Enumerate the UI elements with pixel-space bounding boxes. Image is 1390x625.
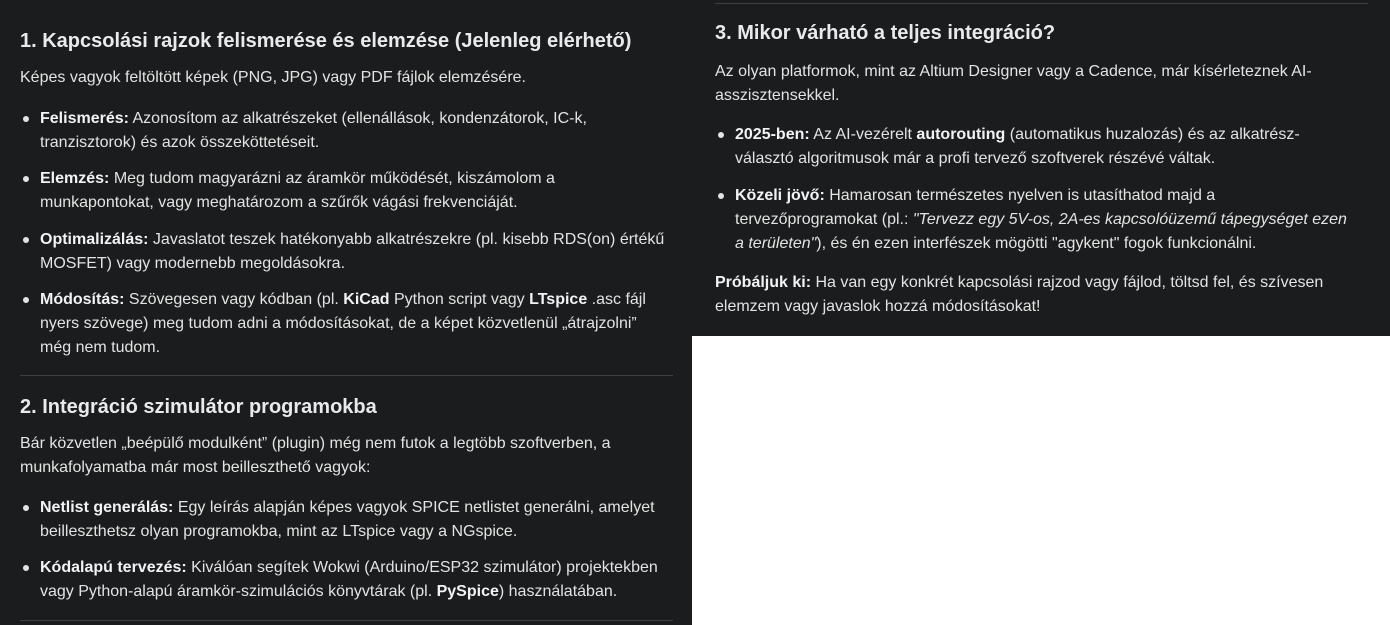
bullet-icon: [718, 132, 724, 138]
item-text: tervezőprogramokat (pl.:: [735, 211, 913, 228]
list-item-kozeli-jovo: [735, 184, 1375, 256]
item-text: vagy Python-alapú áramkör-szimulációs könyvtárak (pl.: [40, 583, 437, 600]
item-text: Python script vagy: [389, 291, 530, 308]
bullet-icon: [23, 565, 29, 571]
list-item-kodalapu: [40, 556, 680, 604]
list-item-felismeres: [40, 107, 680, 155]
list-item-netlist: [40, 496, 680, 544]
item-text: .asc fájl: [587, 291, 646, 308]
left-response-panel: [0, 0, 692, 625]
item-text: ) használatában.: [498, 583, 618, 600]
section-1-heading: 1. Kapcsolási rajzok felismerése és elemzése (Jelenleg elérhető): [20, 30, 632, 52]
item-label: Optimalizálás:: [40, 231, 149, 248]
bullet-icon: [23, 237, 29, 243]
item-text: nyers szövege) meg tudom adni a módosításokat, de a képet közvetlenül „átrajzolni”: [40, 315, 637, 332]
item-text: MOSFET) vagy modernebb megoldásokra.: [40, 255, 346, 272]
ltspice-term: LTspice: [529, 291, 588, 308]
list-item-elemzes: [40, 167, 680, 215]
item-label: Elemzés:: [40, 170, 110, 187]
item-label: Közeli jövő:: [735, 187, 825, 204]
section-3-intro: [715, 60, 1312, 108]
item-label: Kódalapú tervezés:: [40, 559, 187, 576]
list-item-modositas: [40, 288, 680, 360]
item-text: Szövegesen vagy kódban (pl.: [124, 291, 344, 308]
intro-line: munkafolyamatba már most beilleszthető vagyok:: [20, 459, 371, 476]
bullet-icon: [23, 176, 29, 182]
section-2-heading: 2. Integráció szimulátor programokba: [20, 396, 377, 418]
section-3-heading: 3. Mikor várható a teljes integráció?: [715, 22, 1056, 44]
bullet-icon: [23, 116, 29, 122]
item-text: beilleszthetsz olyan programokba, mint az LTspice vagy a NGspice.: [40, 523, 518, 540]
item-text: Egy leírás alapján képes vagyok SPICE netlistet generálni, amelyet: [173, 499, 655, 516]
bullet-icon: [23, 505, 29, 511]
list-item-2025: [735, 123, 1375, 171]
section-divider: [715, 3, 1368, 4]
item-text: Kiválóan segítek Wokwi (Arduino/ESP32 szimulátor) projektekben: [186, 559, 658, 576]
autorouting-term: autorouting: [916, 126, 1006, 143]
item-label: Módosítás:: [40, 291, 125, 308]
closing-text: Ha van egy konkrét kapcsolási rajzod vagy fájlod, töltsd fel, és szívesen: [811, 274, 1324, 291]
item-text: még nem tudom.: [40, 339, 161, 356]
example-prompt: "Tervezz egy 5V-os, 2A-es kapcsolóüzemű tápegységet ezen: [912, 211, 1347, 228]
closing-label: Próbáljuk ki:: [715, 274, 812, 291]
item-text: Meg tudom magyarázni az áramkör működését, kiszámolom a: [109, 170, 555, 187]
item-text: Javaslatot teszek hatékonyabb alkatrészekre (pl. kisebb RDS(on) értékű: [148, 231, 665, 248]
pyspice-term: PySpice: [436, 583, 499, 600]
section-2-intro: [20, 432, 611, 480]
section-divider: [20, 620, 673, 621]
closing-paragraph: [715, 271, 1323, 319]
bullet-icon: [23, 297, 29, 303]
item-label: 2025-ben:: [735, 126, 810, 143]
item-label: Netlist generálás:: [40, 499, 174, 516]
kicad-term: KiCad: [343, 291, 390, 308]
item-text: választó algoritmusok már a profi tervező szoftverek részévé váltak.: [735, 150, 1216, 167]
list-item-optimalizalas: [40, 228, 680, 276]
intro-line: asszisztensekkel.: [715, 87, 840, 104]
right-response-panel: [692, 0, 1390, 336]
section-1-intro: Képes vagyok feltöltött képek (PNG, JPG) vagy PDF fájlok elemzésére.: [20, 69, 526, 86]
intro-line: Bár közvetlen „beépülő modulként” (plugin) még nem futok a legtöbb szoftverben, a: [20, 435, 611, 452]
item-label: Felismerés:: [40, 110, 129, 127]
section-divider: [20, 375, 673, 376]
item-text: (automatikus huzalozás) és az alkatrész-: [1005, 126, 1300, 143]
item-text: tranzisztorok) és azok összeköttetéseit.: [40, 134, 320, 151]
item-text: Hamarosan természetes nyelven is utasíthatod majd a: [824, 187, 1216, 204]
item-text: ), és én ezen interfészek mögötti "agykent" fogok funkcionálni.: [816, 235, 1257, 252]
bullet-icon: [718, 193, 724, 199]
closing-text: elemzem vagy javaslok hozzá módosításokat!: [715, 298, 1041, 315]
intro-line: Az olyan platformok, mint az Altium Designer vagy a Cadence, már kísérleteznek AI-: [715, 63, 1312, 80]
item-text: Azonosítom az alkatrészeket (ellenállások, kondenzátorok, IC-k,: [128, 110, 587, 127]
item-text: Az AI-vezérelt: [809, 126, 917, 143]
example-prompt: a területen": [735, 235, 817, 252]
item-text: munkapontokat, vagy meghatározom a szűrők vágási frekvenciáját.: [40, 194, 518, 211]
